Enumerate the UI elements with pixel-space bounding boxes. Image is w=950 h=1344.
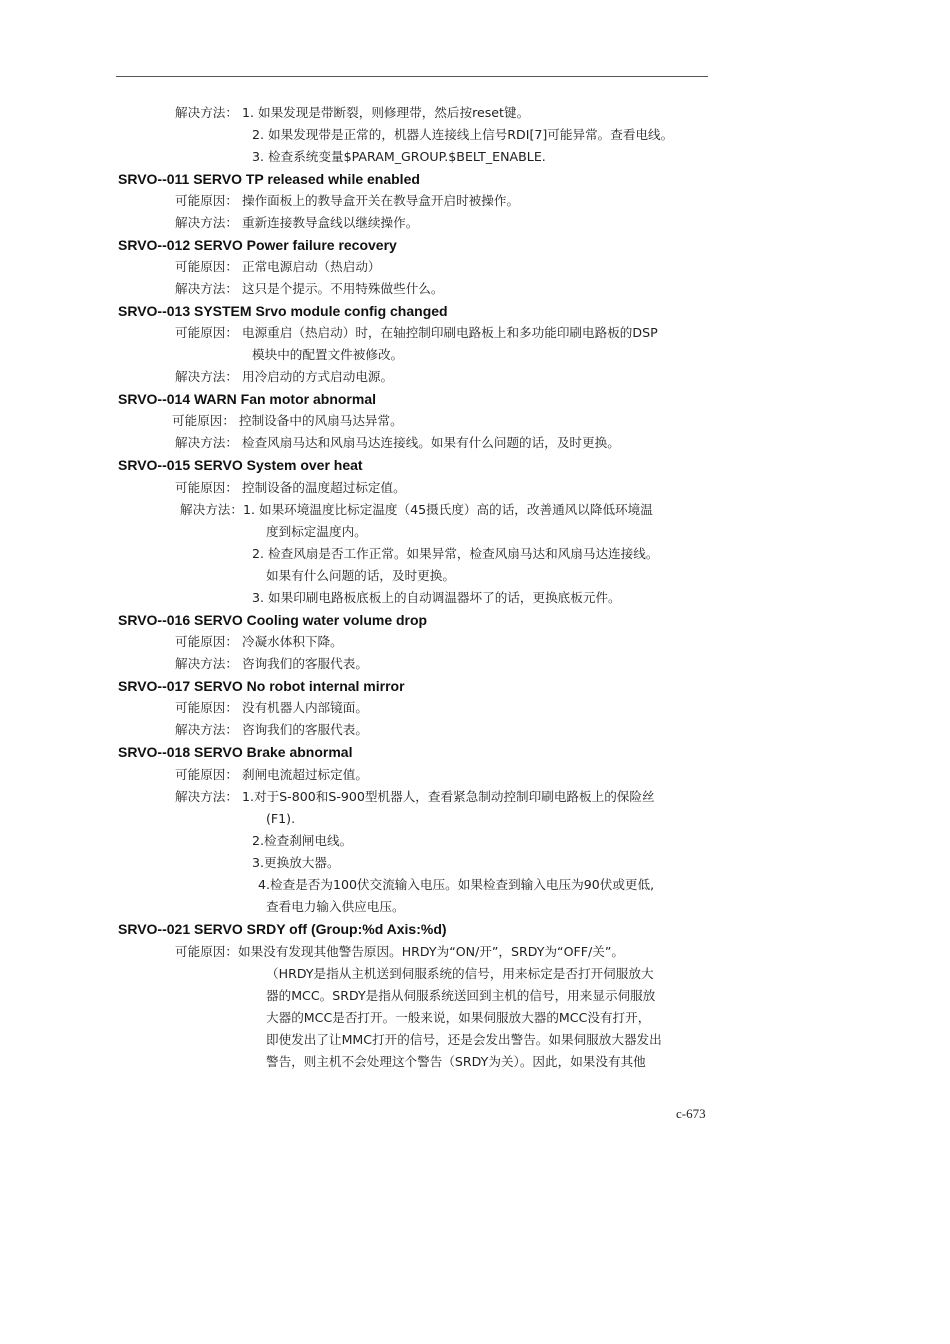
text-line: 解决方法： 重新连接教导盒线以继续操作。 [175,215,419,230]
section-heading: SRVO--011 SERVO TP released while enabled [118,171,420,187]
section-heading: SRVO--014 WARN Fan motor abnormal [118,391,377,407]
section-heading: SRVO--017 SERVO No robot internal mirror [118,678,405,694]
section-heading: SRVO--015 SERVO System over heat [118,457,363,473]
text-line: 解决方法： 检查风扇马达和风扇马达连接线。如果有什么问题的话，及时更换。 [175,435,620,450]
text-line: 大器的MCC是否打开。一般来说，如果伺服放大器的MCC没有打开， [266,1010,651,1025]
text-line: 警告，则主机不会处理这个警告（SRDY为关）。因此，如果没有其他 [266,1054,646,1069]
text-line: 可能原因： 没有机器人内部镜面。 [175,700,368,715]
text-line: 3.更换放大器。 [252,855,340,870]
text-line: 即使发出了让MMC打开的信号，还是会发出警告。如果伺服放大器发出 [266,1032,662,1047]
text-line: 模块中的配置文件被修改。 [252,347,404,362]
text-line: (F1). [266,811,296,826]
text-line: 2. 如果发现带是正常的，机器人连接线上信号RDI[7]可能异常。查看电线。 [252,127,674,142]
section-heading: SRVO--013 SYSTEM Srvo module config changed [118,303,448,319]
text-line: 3. 检查系统变量$PARAM_GROUP.$BELT_ENABLE. [252,149,546,164]
text-line: 可能原因： 正常电源启动（热启动） [175,259,381,274]
text-line: 查看电力输入供应电压。 [266,899,405,914]
text-line: 可能原因： 冷凝水体积下降。 [175,634,343,649]
text-line: 解决方法： 咨询我们的客服代表。 [175,722,368,737]
section-heading: SRVO--018 SERVO Brake abnormal [118,744,353,760]
text-line: 可能原因： 操作面板上的教导盒开关在教导盒开启时被操作。 [175,193,520,208]
text-line: 解决方法：1. 如果环境温度比标定温度（45摄氏度）高的话，改善通风以降低环境温 [180,502,653,517]
text-line: 如果有什么问题的话，及时更换。 [266,568,455,583]
header-rule [116,76,708,77]
text-line: 4.检查是否为100伏交流输入电压。如果检查到输入电压为90伏或更低, [258,877,655,892]
section-heading: SRVO--016 SERVO Cooling water volume drop [118,612,428,628]
section-heading: SRVO--021 SERVO SRDY off (Group:%d Axis:%d) [118,921,447,937]
text-line: 可能原因： 控制设备中的风扇马达异常。 [172,413,403,428]
text-line: 可能原因： 刹闸电流超过标定值。 [175,767,368,782]
text-line: 可能原因： 电源重启（热启动）时，在轴控制印刷电路板上和多功能印刷电路板的DSP [175,325,658,340]
text-line: 解决方法： 这只是个提示。不用特殊做些什么。 [175,281,444,296]
text-line: 2.检查刹闸电线。 [252,833,353,848]
text-line: 器的MCC。SRDY是指从伺服系统送回到主机的信号，用来显示伺服放 [266,988,656,1003]
text-line: 解决方法： 用冷启动的方式启动电源。 [175,369,394,384]
text-line: 解决方法： 1. 如果发现是带断裂，则修理带，然后按reset键。 [175,105,530,120]
text-line: 可能原因： 控制设备的温度超过标定值。 [175,480,406,495]
text-line: （HRDY是指从主机送到伺服系统的信号，用来标定是否打开伺服放大 [266,966,654,981]
text-line: 可能原因：如果没有发现其他警告原因。HRDY为“ON/开”，SRDY为“OFF/关”。 [175,944,624,959]
text-line: 解决方法： 1.对于S-800和S-900型机器人，查看紧急制动控制印刷电路板上的保险丝 [175,789,655,804]
page-number: c-673 [676,1106,706,1121]
text-line: 度到标定温度内。 [266,524,367,539]
text-line: 解决方法： 咨询我们的客服代表。 [175,656,368,671]
text-line: 2. 检查风扇是否工作正常。如果异常，检查风扇马达和风扇马达连接线。 [252,546,659,561]
text-line: 3. 如果印刷电路板底板上的自动调温器坏了的话，更换底板元件。 [252,590,621,605]
section-heading: SRVO--012 SERVO Power failure recovery [118,237,397,253]
